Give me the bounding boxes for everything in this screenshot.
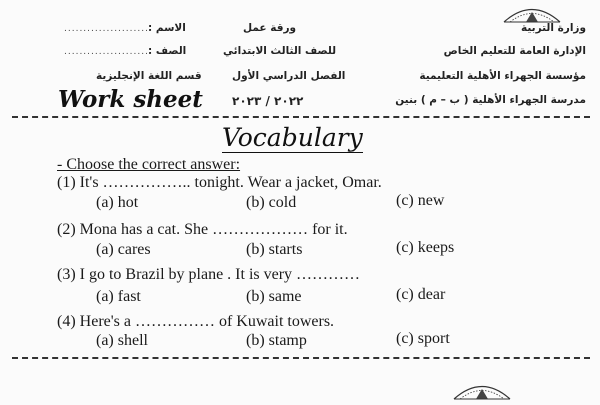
question-4: (4) Here's a …………… of Kuwait towers. <box>57 313 335 330</box>
question-2-option-c: (c) keeps <box>396 239 455 256</box>
term-text: الفصل الدراسي الأول <box>232 70 346 82</box>
department-text: قسم اللغة الإنجليزية <box>96 70 202 82</box>
name-label: الاسم : <box>148 22 186 34</box>
year-text: ٢٠٢٢ / ٢٠٢٣ <box>232 94 304 108</box>
name-field-dots: ....................... <box>64 24 153 34</box>
administration-text: الإدارة العامة للتعليم الخاص <box>443 45 586 57</box>
question-4-option-c: (c) sport <box>396 330 450 347</box>
class-label: الصف : <box>148 45 187 57</box>
question-1: (1) It's …………….. tonight. Wear a jacket, Omar. <box>57 174 382 191</box>
school-logo-bottom <box>450 380 514 400</box>
question-1-option-c: (c) new <box>396 192 445 209</box>
grade-text: للصف الثالث الابتدائي <box>223 45 337 57</box>
footer-divider <box>12 357 590 359</box>
section-title: Vocabulary <box>222 123 363 152</box>
question-3-option-a: (a) fast <box>96 288 141 305</box>
foundation-text: مؤسسة الجهراء الأهلية التعليمية <box>419 70 586 82</box>
question-1-option-b: (b) cold <box>246 194 297 211</box>
question-1-option-a: (a) hot <box>96 194 139 211</box>
worksheet-title-ar: ورقة عمل <box>243 22 297 34</box>
question-4-option-a: (a) shell <box>96 332 148 349</box>
question-3: (3) I go to Brazil by plane . It is very ………… <box>57 266 361 283</box>
worksheet-label: Work sheet <box>58 86 203 113</box>
question-4-option-b: (b) stamp <box>246 332 307 349</box>
question-2: (2) Mona has a cat. She ……………… for it. <box>57 221 348 238</box>
ministry-text: وزارة التربية <box>520 22 586 34</box>
school-logo-top <box>500 3 564 23</box>
question-2-option-a: (a) cares <box>96 241 151 258</box>
question-2-option-b: (b) starts <box>246 241 303 258</box>
question-3-option-c: (c) dear <box>396 286 446 303</box>
question-3-option-b: (b) same <box>246 288 302 305</box>
instruction-text: - Choose the correct answer: <box>57 156 241 173</box>
class-field-dots: ....................... <box>64 47 153 57</box>
header-divider <box>12 116 590 118</box>
school-text: مدرسة الجهراء الأهلية ( ب – م ) بنين <box>395 94 586 106</box>
